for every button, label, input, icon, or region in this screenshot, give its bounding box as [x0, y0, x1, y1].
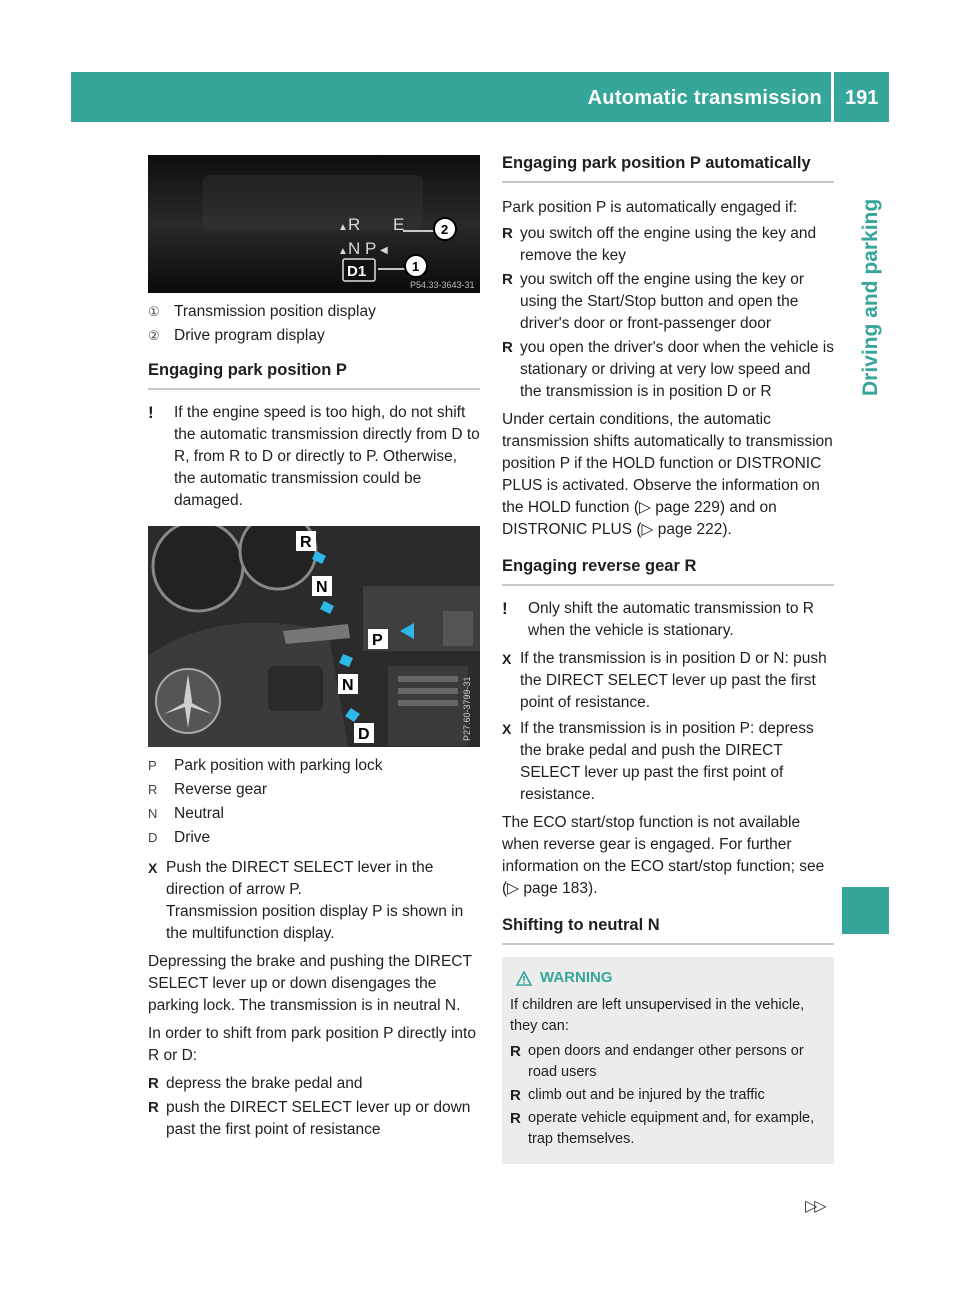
svg-text:P54.33-3643-31: P54.33-3643-31 [410, 280, 475, 290]
page-title: Automatic transmission [587, 87, 822, 109]
display-r-e: R [348, 215, 361, 234]
instruction-step: X If the transmission is in position P: depress the brake pedal and push the DIRECT SELECT lever up past the first point of resistance. [502, 720, 814, 803]
display-n-p: N P [348, 239, 377, 258]
svg-text:◀: ◀ [380, 245, 388, 256]
warning-triangle-icon [516, 971, 532, 986]
list-item: R operate vehicle equipment and, for example, trap themselves. [510, 1110, 815, 1147]
continue-icon: ▷▷ [805, 1198, 824, 1215]
paragraph: Under certain conditions, the automatic transmission shifts automatically to transmission position P if the HOLD function or DISTRONIC PLUS is activated. Observe the information on the HOLD function (▷ page 229) and on DISTRONIC PLUS (▷ page 222). [502, 411, 833, 538]
step-result: Transmission position display P is shown in the multifunction display. [166, 903, 464, 942]
caution-icon: ! [148, 403, 154, 422]
left-column [148, 155, 480, 1141]
svg-text:P27.60-3799-31: P27.60-3799-31 [462, 676, 472, 741]
svg-text:1: 1 [412, 259, 420, 274]
side-tab-marker [842, 887, 889, 934]
svg-text:R: R [300, 534, 312, 551]
page-number: 191 [845, 87, 879, 109]
paragraph: In order to shift from park position P directly into R or D: [148, 1025, 476, 1064]
caution-note: ! If the engine speed is too high, do not shift the automatic transmission directly from D to R, from R to D or directly to P. Otherwise, the automatic transmission could be damaged. [148, 402, 480, 512]
list-item: R depress the brake pedal and [148, 1075, 363, 1092]
list-item: R you open the driver's door when the vehicle is stationary or driving at very low speed and the transmission is in position D or R [502, 339, 835, 400]
caution-note: ! Only shift the automatic transmission to R when the vehicle is stationary. [502, 598, 834, 642]
list-item: R open doors and endanger other persons or road users [510, 1043, 804, 1080]
list-item: R you switch off the engine using the key and remove the key [502, 225, 817, 264]
instruction-step: X Push the DIRECT SELECT lever in the direction of arrow P. [148, 859, 434, 898]
warning-box [502, 957, 834, 1164]
transmission-display-figure [148, 155, 480, 293]
list-item: R climb out and be injured by the traffic [510, 1087, 765, 1104]
legend-item: R Reverse gear [148, 781, 268, 798]
side-tab-label: Driving and parking [859, 198, 882, 396]
warning-title: WARNING [510, 967, 826, 989]
paragraph: Park position P is automatically engaged if: [502, 199, 798, 216]
section-heading: Shifting to neutral N [502, 914, 834, 945]
legend-item: ② Drive program display [148, 327, 325, 344]
section-heading: Engaging park position P [148, 359, 480, 390]
section-heading: Engaging park position P automatically [502, 152, 834, 183]
legend-item: ① Transmission position display [148, 303, 376, 320]
svg-text:P: P [372, 632, 383, 649]
svg-text:N: N [316, 579, 328, 596]
list-item: R you switch off the engine using the key or using the Start/Stop button and open the driver's door or front-passenger door [502, 271, 805, 332]
right-column [502, 152, 834, 1164]
svg-text:2: 2 [441, 222, 449, 237]
svg-text:▲: ▲ [338, 246, 348, 257]
warning-text: If children are left unsupervised in the vehicle, they can: [510, 997, 805, 1034]
paragraph: Depressing the brake and pushing the DIRECT SELECT lever up or down disengages the parking lock. The transmission is in neutral N. [148, 953, 472, 1014]
header-divider [831, 72, 834, 122]
paragraph: The ECO start/stop function is not available when reverse gear is engaged. For further information on the ECO start/stop function; see (▷ page 183). [502, 814, 825, 897]
section-heading: Engaging reverse gear R [502, 555, 834, 586]
legend-item: D Drive [148, 829, 211, 846]
caution-icon: ! [502, 599, 508, 618]
legend-item: P Park position with parking lock [148, 757, 383, 774]
instruction-step: X If the transmission is in position D or N: push the DIRECT SELECT lever up past the first point of resistance. [502, 650, 827, 711]
display-gear: D1 [347, 263, 367, 280]
svg-text:N: N [342, 677, 354, 694]
legend-item: N Neutral [148, 805, 224, 822]
list-item: R push the DIRECT SELECT lever up or down past the first point of resistance [148, 1099, 471, 1138]
direct-select-figure [148, 526, 480, 747]
svg-text:▲: ▲ [338, 222, 348, 233]
svg-text:D: D [358, 726, 370, 743]
svg-text:E: E [393, 215, 405, 234]
